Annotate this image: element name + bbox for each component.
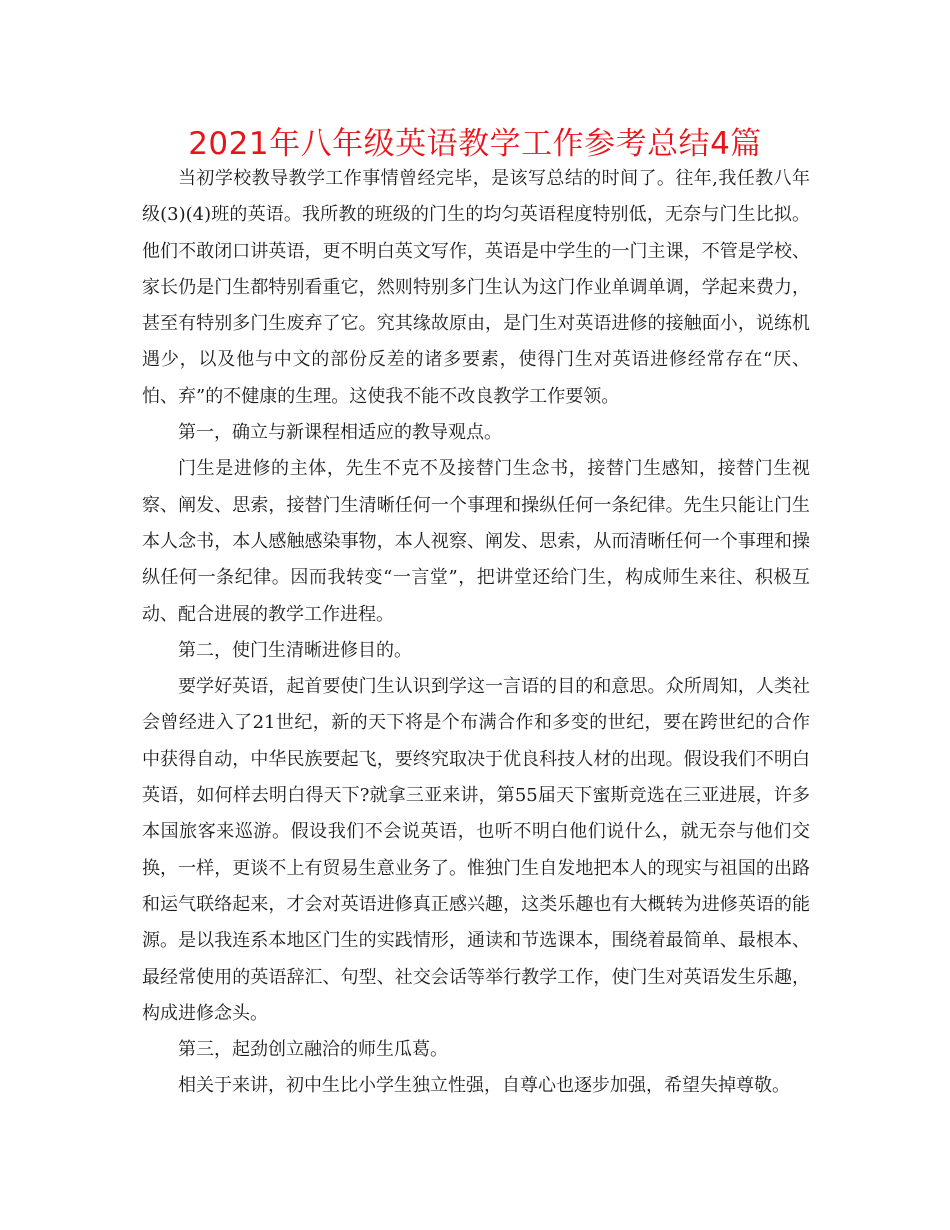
- document-body: [142, 161, 810, 1105]
- paragraph: 要学好英语，起首要使门生认识到学这一言语的目的和意思。众所周知，人类社会曾经进入了21世纪，新的天下将是个布满合作和多变的世纪，要在跨世纪的合作中获得自动，中华民族要起飞，要终究取决于优良科技人材的出现。假设我们不明白英语，如何样去明白得天下?就拿三亚来讲，第55届天下蜜斯竞选在三亚进展，许多本国旅客来巡游。假设我们不会说英语，也听不明白他们说什么，就无奈与他们交换，一样，更谈不上有贸易生意业务了。惟独门生自发地把本人的现实与祖国的出路和运气联络起来，才会对英语进修真正感兴趣，这类乐趣也有大概转为进修英语的能源。是以我连系本地区门生的实践情形，通读和节选课本，围绕着最简单、最根本、最经常使用的英语辞汇、句型、社交会话等举行教学工作，使门生对英语发生乐趣，构成进修念头。: [142, 676, 810, 1024]
- paragraph: 第三，起劲创立融洽的师生瓜葛。: [178, 1039, 448, 1061]
- paragraph: 第二，使门生清晰进修目的。: [178, 639, 412, 661]
- paragraph: 门生是进修的主体，先生不克不及接替门生念书，接替门生感知，接替门生视察、阐发、思索，接替门生清晰任何一个事理和操纵任何一条纪律。先生只能让门生本人念书，本人感触感染事物，本人视察、阐发、思索，从而清晰任何一个事理和操纵任何一条纪律。因而我转变“一言堂”，把讲堂还给门生，构成师生来往、积极互动、配合进展的教学工作进程。: [142, 458, 810, 625]
- paragraph: 当初学校教导教学工作事情曾经完毕，是该写总结的时间了。往年,我任教八年级(3)(4)班的英语。我所教的班级的门生的均匀英语程度特别低，无奈与门生比拟。他们不敢闭口讲英语，更不明白英文写作，英语是中学生的一门主课，不管是学校、家长仍是门生都特别看重它，然则特别多门生认为这门作业单调单调，学起来费力，甚至有特别多门生废弃了它。究其缘故原由，是门生对英语进修的接触面小，说练机遇少，以及他与中文的部份反差的诸多要素，使得门生对英语进修经常存在“厌、怕、弃”的不健康的生理。这使我不能不改良教学工作要领。: [142, 168, 810, 407]
- paragraph: 相关于来讲，初中生比小学生独立性强，自尊心也逐步加强，希望失掉尊敬。: [178, 1075, 790, 1097]
- paragraph: 第一，确立与新课程相适应的教导观点。: [178, 422, 502, 444]
- document-title: 2021年八年级英语教学工作参考总结4篇: [188, 126, 762, 162]
